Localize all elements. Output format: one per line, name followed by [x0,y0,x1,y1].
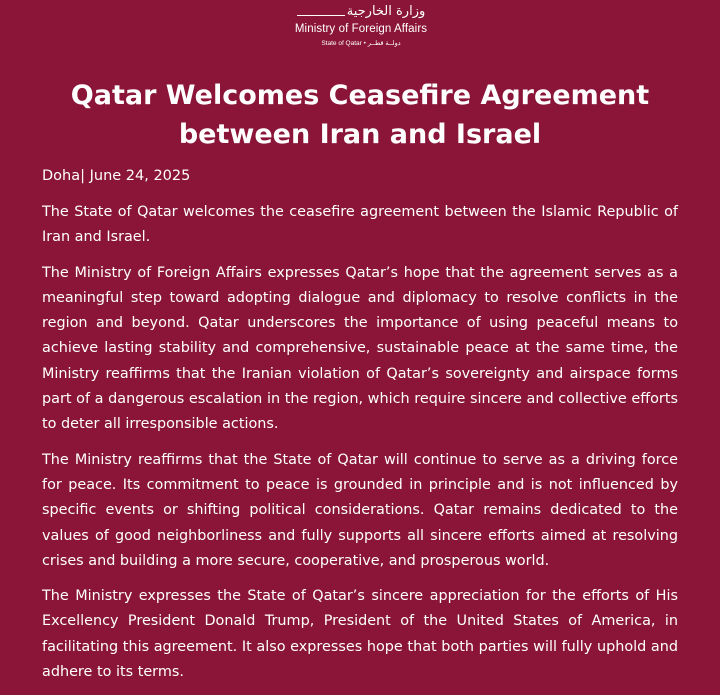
article-paragraph: The State of Qatar welcomes the ceasefire agreement between the Islamic Republic of Iran and Israel. [42,204,678,246]
article-title: Qatar Welcomes Ceasefire Agreement between Iran and Israel [70,80,650,150]
article-paragraph: The Ministry of Foreign Affairs expresses Qatar’s hope that the agreement serves as a meaningful step toward adopting dialogue and diplomacy to resolve conflicts in the region and beyond. Qatar underscores the importance of using peaceful means to achieve lasting stability and comprehensive, sustainable peace at the same time, the Ministry reaffirms that the Iranian violation of Qatar’s sovereignty and airspace forms part of a dangerous escalation in the region, which require sincere and collective efforts to deter all irresponsible actions. [42,264,678,433]
logo-state-line: State of Qatar • دولــة قطــر [321,40,401,47]
article-body [42,200,678,695]
logo-arabic-name: وزارة الخارجية [346,4,426,19]
logo-arabic-row [290,2,432,20]
article-paragraph: The Ministry expresses the State of Qatar’s sincere appreciation for the efforts of His Excellency President Donald Trump, President of the United States of America, in facilitating this agreement. It also expresses hope that both parties will fully uphold and adhere to its terms. [42,588,678,681]
ministry-logo [290,2,432,49]
logo-underline-stroke [297,15,345,16]
article-dateline: Doha| June 24, 2025 [42,168,191,184]
article-paragraph: The Ministry reaffirms that the State of Qatar will continue to serve as a driving force for peace. Its commitment to peace is grounded in principle and is not influenced by specific events or shifting political considerations. Qatar remains dedicated to the values of good neighborliness and fully supports all sincere efforts aimed at resolving crises and building a more secure, cooperative, and prosperous world. [42,451,678,569]
logo-english-name: Ministry of Foreign Affairs [294,23,428,35]
